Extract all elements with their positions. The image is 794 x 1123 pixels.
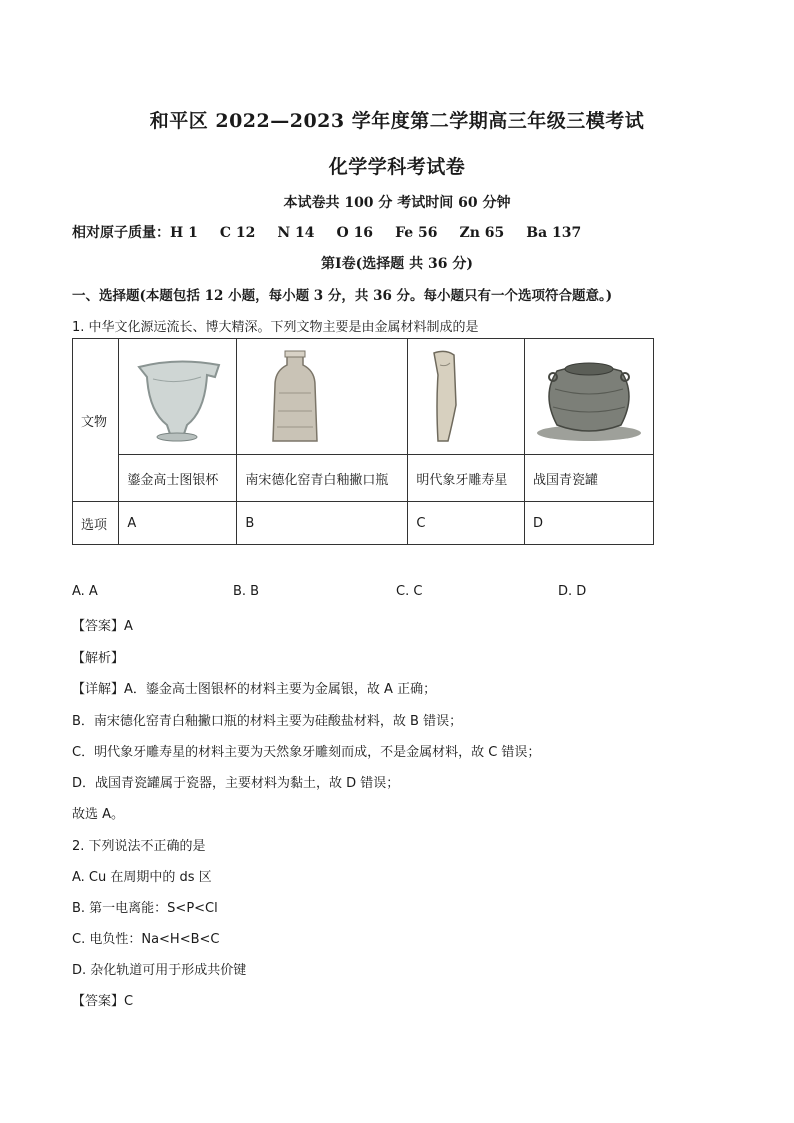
silver-cup-image	[127, 345, 227, 445]
detail-line-d: D．战国青瓷罐属于瓷器，主要材料为黏土，故 D 错误；	[72, 776, 400, 791]
atomic-mass-item: Fe 56	[395, 225, 438, 241]
atomic-mass-item: H 1	[170, 225, 198, 241]
answer-tag: 【答案】	[72, 619, 125, 634]
exam-title: 和平区 2022—2023 学年度第二学期高三年级三模考试	[149, 110, 645, 132]
artifact-image-cell	[237, 339, 408, 455]
row-label-artifact: 文物	[73, 339, 119, 502]
artifact-image-cell	[408, 339, 525, 455]
artifact-name: 南宋德化窑青白釉撇口瓶	[237, 455, 408, 502]
atomic-mass-item: O 16	[336, 225, 374, 241]
atomic-mass-label: 相对原子质量：	[72, 225, 170, 241]
choice-d: D. D	[558, 584, 587, 599]
row-label-option: 选项	[73, 502, 119, 545]
choice-a: A. A	[72, 584, 98, 599]
question-2-stem: 2. 下列说法不正确的是	[72, 839, 206, 854]
analysis-tag: 【解析】	[72, 651, 125, 666]
atomic-mass-item: Zn 65	[459, 225, 505, 241]
answer-value: A	[124, 619, 133, 634]
artifact-option: D	[524, 502, 653, 545]
exam-subtitle: 化学学科考试卷	[328, 156, 466, 178]
artifact-option: B	[237, 502, 408, 545]
question-1-stem: 1. 中华文化源远流长、博大精深。下列文物主要是由金属材料制成的是	[72, 320, 479, 335]
conclusion: 故选 A。	[72, 807, 125, 822]
detail-line-a	[72, 678, 436, 697]
detail-tag: 【详解】	[72, 682, 125, 697]
artifact-name: 鎏金高士图银杯	[119, 455, 237, 502]
ivory-figure-image	[416, 345, 476, 445]
answer-tag: 【答案】	[72, 994, 125, 1009]
atomic-mass-item: C 12	[219, 225, 256, 241]
answer-value: C	[124, 994, 134, 1009]
q2-option-d: D. 杂化轨道可用于形成共价键	[72, 963, 247, 978]
artifact-option: A	[119, 502, 237, 545]
artifact-option: C	[408, 502, 525, 545]
artifact-name: 战国青瓷罐	[524, 455, 653, 502]
q2-option-b: B. 第一电离能：S<P<Cl	[72, 901, 218, 916]
celadon-jar-image	[533, 345, 645, 445]
atomic-mass-item: N 14	[277, 225, 315, 241]
answer-line-q1	[72, 615, 133, 634]
section-title: 一、选择题(本题包括 12 小题，每小题 3 分，共 36 分。每小题只有一个选项符合题意。)	[72, 288, 613, 304]
choice-b: B. B	[233, 584, 260, 599]
porcelain-vase-image	[245, 345, 345, 445]
artifact-name: 明代象牙雕寿星	[408, 455, 525, 502]
q2-option-c: C. 电负性：Na<H<B<C	[72, 932, 220, 947]
q2-option-a: A. Cu 在周期中的 ds 区	[72, 870, 212, 885]
answer-line-q2	[72, 990, 133, 1009]
exam-info: 本试卷共 100 分 考试时间 60 分钟	[283, 195, 511, 211]
detail-line-c: C．明代象牙雕寿星的材料主要为天然象牙雕刻而成，不是金属材料，故 C 错误；	[72, 745, 541, 760]
atomic-masses-line	[72, 222, 603, 242]
atomic-mass-item: Ba 137	[526, 225, 582, 241]
artifact-table	[72, 338, 654, 545]
detail-text: A．鎏金高士图银杯的材料主要为金属银，故 A 正确；	[124, 682, 437, 697]
artifact-image-cell	[119, 339, 237, 455]
choice-c: C. C	[396, 584, 423, 599]
part-title: 第Ⅰ卷(选择题 共 36 分)	[321, 256, 473, 272]
artifact-image-cell	[524, 339, 653, 455]
detail-line-b: B．南宋德化窑青白釉撇口瓶的材料主要为硅酸盐材料，故 B 错误；	[72, 714, 463, 729]
